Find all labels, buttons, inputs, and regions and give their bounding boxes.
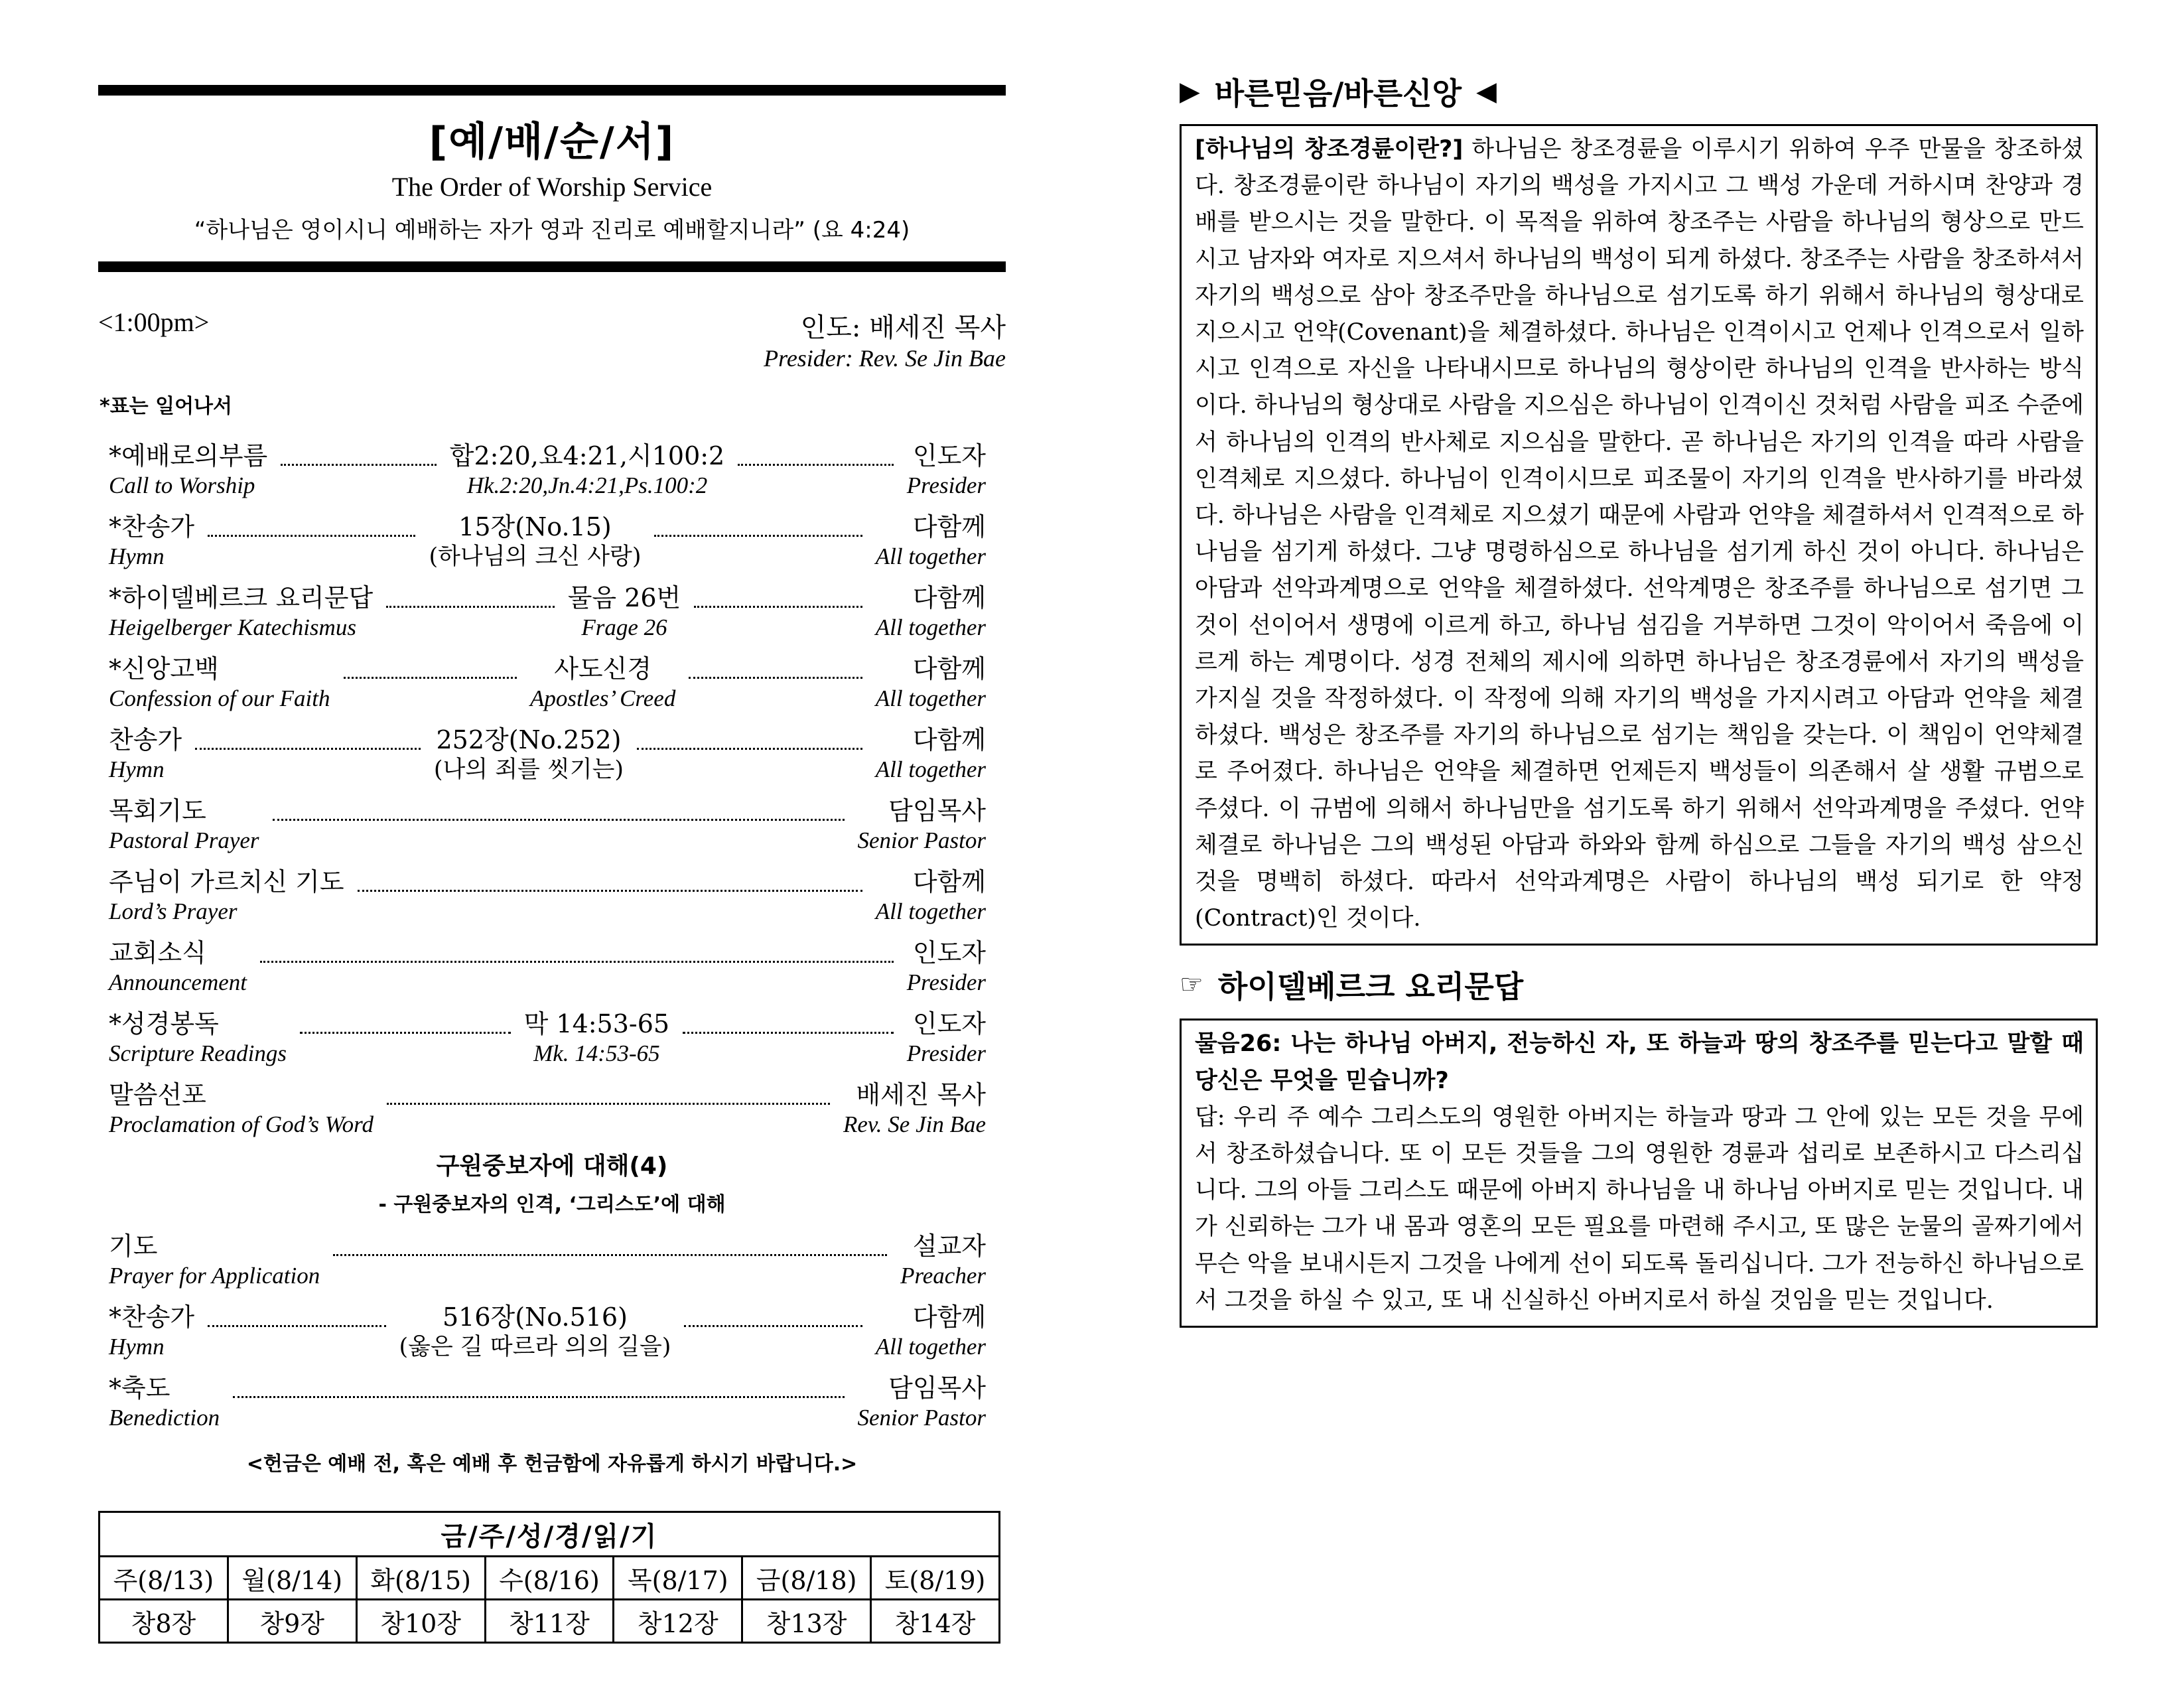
page-subtitle: The Order of Worship Service	[391, 172, 713, 202]
reading-day-cell: 토(8/19)	[871, 1557, 1000, 1600]
order-item	[98, 1289, 1006, 1360]
reading-day-cell: 수(8/16)	[485, 1557, 614, 1600]
time-presider-row	[98, 307, 1006, 372]
item-detail-korean: 252장(No.252)	[436, 725, 622, 754]
item-name-english: Heigelberger Katechismus	[109, 614, 356, 640]
offering-note: <헌금은 예배 전, 혹은 예배 후 헌금함에 자유롭게 하시기 바랍니다.>	[246, 1452, 858, 1476]
triangle-left-icon: ◀	[1476, 76, 1497, 107]
item-leader-korean: 배세진 목사	[856, 1080, 986, 1109]
item-name-english: Confession of our Faith	[109, 685, 330, 711]
presider-english: Presider: Rev. Se Jin Bae	[764, 345, 1006, 372]
item-name-english: Benediction	[109, 1405, 220, 1431]
top-rule	[98, 85, 1006, 96]
dotted-leader	[300, 1032, 511, 1034]
item-name	[98, 439, 267, 499]
item-detail-korean: 물음 26번	[567, 583, 681, 612]
item-leader	[876, 581, 1006, 641]
item-name-english: Lord’s Prayer	[109, 898, 238, 924]
item-name-english: Hymn	[109, 756, 165, 782]
dotted-leader	[386, 606, 555, 608]
reading-chapter-cell: 창8장	[100, 1600, 228, 1643]
reading-chapter-cell: 창14장	[871, 1600, 1000, 1643]
reading-chapter-cell: 창13장	[742, 1600, 871, 1643]
item-name	[98, 936, 247, 996]
item-detail-korean: 막 14:53-65	[523, 1009, 670, 1038]
order-items-after-sermon	[98, 1218, 1006, 1431]
triangle-right-icon: ▶	[1180, 76, 1200, 107]
order-item	[98, 925, 1006, 996]
section1-box	[1180, 124, 2098, 946]
item-name-korean: 교회소식	[109, 938, 206, 967]
item-detail-english: (하나님의 크신 사랑)	[429, 543, 642, 570]
item-name-korean: *성경봉독	[109, 1009, 219, 1038]
dotted-leader	[689, 677, 862, 679]
item-name	[98, 865, 344, 925]
item-leader-english: Presider	[906, 472, 986, 498]
item-name	[98, 510, 194, 570]
item-name	[98, 794, 259, 854]
reading-chapter-cell: 창12장	[614, 1600, 742, 1643]
section1-heading: [하나님의 창조경륜이란?]	[1195, 136, 1464, 163]
dotted-leader	[684, 1325, 862, 1327]
item-leader-english: Preacher	[900, 1263, 986, 1289]
order-item	[98, 1218, 1006, 1289]
item-leader-korean: 다함께	[912, 867, 986, 896]
order-item	[98, 996, 1006, 1067]
item-name-english: Announcement	[109, 969, 247, 995]
stand-note: *표는 일어나서	[100, 395, 233, 418]
item-leader-english: All together	[875, 1334, 987, 1360]
item-name-korean: 목회기도	[109, 796, 206, 825]
item-leader-english: Senior Pastor	[857, 1405, 986, 1431]
item-detail	[530, 652, 675, 712]
item-detail-english: Mk. 14:53-65	[533, 1040, 660, 1066]
item-detail-korean: 사도신경	[554, 654, 652, 683]
reading-day-cell: 목(8/17)	[614, 1557, 742, 1600]
item-leader-korean: 다함께	[912, 654, 986, 683]
item-name-korean: 기도	[109, 1232, 158, 1261]
item-leader	[907, 1007, 1006, 1067]
section2-box	[1180, 1019, 2098, 1328]
order-item	[98, 1360, 1006, 1431]
order-item	[98, 570, 1006, 641]
dotted-leader	[387, 1103, 830, 1105]
item-leader	[907, 936, 1006, 996]
order-item	[98, 1067, 1006, 1138]
item-leader	[876, 723, 1006, 783]
reading-day-cell: 월(8/14)	[228, 1557, 356, 1600]
order-item	[98, 428, 1006, 499]
dotted-leader	[333, 1254, 887, 1256]
item-name-korean: 주님이 가르치신 기도	[109, 867, 344, 896]
dotted-leader	[208, 535, 415, 537]
item-detail	[524, 1007, 670, 1067]
item-detail	[399, 1301, 671, 1360]
item-name	[98, 1078, 374, 1138]
section1-header	[1180, 70, 2098, 113]
item-leader-korean: 인도자	[912, 938, 986, 967]
item-name-english: Hymn	[109, 543, 165, 569]
item-leader-korean: 다함께	[912, 512, 987, 541]
item-leader-english: Senior Pastor	[857, 827, 986, 853]
reading-day-cell: 금(8/18)	[742, 1557, 871, 1600]
presider-info	[764, 307, 1006, 372]
reading-day-cell: 화(8/15)	[356, 1557, 485, 1600]
item-name-english: Scripture Readings	[109, 1040, 287, 1066]
item-name-english: Call to Worship	[109, 472, 255, 498]
item-name-english: Pastoral Prayer	[109, 827, 259, 853]
item-name-english: Hymn	[109, 1334, 165, 1360]
item-leader-english: All together	[875, 898, 986, 924]
catechism-answer: 답: 우리 주 예수 그리스도의 영원한 아버지는 하늘과 땅과 그 안에 있는 모든 것을 무에서 창조하셨습니다. 또 이 모든 것들을 그의 영원한 경륜과 섭리로 보존하시고 다스리십니다. 그의 아들 그리스도 때문에 아버지 하나님을 내 하나님 아버지로 믿는 것입니다. 내가 신뢰하는 그가 내 몸과 영혼의 모든 필요를 마련해 주시고, 또 많은 눈물의 골짜기에서 무슨 악을 보내시든지 그것을 나에게 선이 되도록 돌리십니다. 그가 전능하신 하나님으로서 그것을 하실 수 있고, 또 내 신실하신 아버지로서 하실 것임을 믿는 것입니다.	[1195, 1103, 2084, 1314]
item-detail-english: Hk.2:20,Jn.4:21,Ps.100:2	[466, 472, 708, 498]
item-name-korean: *하이델베르크 요리문답	[109, 583, 374, 612]
dotted-leader	[694, 606, 862, 608]
order-item	[98, 783, 1006, 854]
dotted-leader	[637, 748, 862, 750]
item-leader	[843, 1078, 1006, 1138]
dotted-leader	[195, 748, 421, 750]
item-leader	[876, 652, 1006, 712]
order-item	[98, 641, 1006, 712]
item-leader-english: All together	[875, 543, 987, 569]
item-leader-english: All together	[875, 756, 987, 782]
service-time: <1:00pm>	[98, 307, 210, 337]
catechism-question: 물음26: 나는 하나님 아버지, 전능하신 자, 또 하늘과 땅의 창조주를 믿는다고 말할 때 당신은 무엇을 믿습니까?	[1195, 1030, 2084, 1094]
dotted-leader	[273, 819, 845, 821]
item-detail	[568, 581, 681, 641]
item-leader-english: All together	[875, 685, 986, 711]
item-name-korean: 찬송가	[109, 725, 182, 754]
item-leader-korean: 설교자	[912, 1232, 986, 1261]
item-leader-english: Presider	[906, 969, 986, 995]
sermon-subtitle: - 구원중보자의 인격, ‘그리스도’에 대해	[378, 1193, 726, 1216]
section1-body: 하나님은 창조경륜을 이루시기 위하여 우주 만물을 창조하셨다. 창조경륜이란 하나님이 자기의 백성을 가지시고 그 백성 가운데 거하시며 찬양과 경배를 받으시는 것을 말한다. 이 목적을 위하여 창조주는 사람을 하나님의 형상으로 만드시고 남자와 여자로 지으셔서 하나님의 백성이 되게 하셨다. 창조주는 사람을 창조하셔서 자기의 백성으로 삼아 창조주만을 하나님으로 섬기도록 하기 위해서 하나님의 형상대로 지으시고 언약(Covenant)을 체결하셨다. 하나님은 인격이시고 언제나 인격으로서 일하시고 인격으로 자신을 나타내시므로 하나님의 형상이란 하나님의 인격을 반사하는 방식이다. 하나님의 형상대로 사람을 지으심은 하나님이 인격이신 것처럼 사람을 피조 수준에서 하나님의 인격의 반사체로 지으심을 말한다. 곧 하나님은 자기의 인격을 따라 사람을 인격체로 지으셨다. 하나님이 인격이시므로 피조물이 자기의 인격을 반사하기를 바라셨다. 하나님은 사람을 인격체로 지으셨기 때문에 사람과 언약을 체결하셔서 인격적으로 하나님을 섬기게 하셨다. 그냥 명령하심으로 하나님을 섬기게 하신 것이 아니다. 하나님은 아담과 선악과계명으로 언약을 체결하셨다. 선악계명은 창조주를 하나님으로 섬기면 그것이 선이어서 생명에 이르게 하고, 하나님 섬김을 거부하면 그것이 악이어서 죽음에 이르게 하는 계명이다. 성경 전체의 제시에 의하면 하나님은 창조경륜에서 자기의 백성을 가지실 것을 작정하셨다. 이 작정에 의해 자기의 백성을 가지시려고 아담과 언약을 체결하셨다. 백성은 창조주를 자기의 하나님으로 섬기는 책임을 갖는다. 이 책임이 언약체결로 주어졌다. 하나님은 언약을 체결하면 언제든지 백성들이 의존해서 살 생활 규범으로 주셨다. 이 규범에 의해서 하나님만을 섬기도록 하기 위해서 선악과계명을 주셨다. 언약체결로 하나님은 그의 백성된 아담과 하와와 함께 하심으로 그들을 자기의 백성 삼으신 것을 명백히 하셨다. 따라서 선악과계명은 사람이 하나님의 백성 되기로 한 약정(Contract)인 것이다.	[1195, 136, 2084, 932]
item-leader-korean: 인도자	[912, 441, 986, 470]
reading-days-row	[100, 1557, 1000, 1600]
section2-title: 하이델베르크 요리문답	[1217, 969, 1524, 1005]
dotted-leader	[358, 890, 862, 892]
worship-order-column	[98, 85, 1006, 1644]
item-detail-english: Frage 26	[581, 614, 667, 640]
item-leader	[876, 865, 1006, 925]
item-name-korean: *신앙고백	[109, 654, 219, 683]
dotted-leader	[208, 1325, 385, 1327]
item-leader	[876, 510, 1006, 570]
item-name-english: Prayer for Application	[109, 1263, 320, 1289]
dotted-leader	[260, 961, 894, 963]
item-leader-korean: 다함께	[912, 583, 987, 612]
order-item	[98, 854, 1006, 925]
reading-table-title: 금/주/성/경/읽/기	[100, 1512, 1000, 1557]
reading-day-cell: 주(8/13)	[100, 1557, 228, 1600]
item-leader-korean: 담임목사	[888, 796, 986, 825]
pointing-hand-icon: ☞	[1180, 969, 1203, 1001]
item-detail-english: (옳은 길 따르라 의의 길을)	[399, 1334, 671, 1360]
item-name-korean: *축도	[109, 1374, 171, 1403]
dotted-leader	[738, 464, 894, 466]
item-leader	[858, 794, 1006, 854]
weekly-reading-table	[98, 1511, 1000, 1644]
item-detail-english: (나의 죄를 씻기는)	[433, 756, 624, 783]
item-name	[98, 723, 182, 783]
item-detail-korean: 합2:20,요4:21,시100:2	[449, 441, 725, 470]
item-leader	[907, 439, 1006, 499]
presider-korean: 인도: 배세진 목사	[800, 313, 1006, 343]
item-name	[98, 1372, 220, 1431]
reading-chapters-row	[100, 1600, 1000, 1643]
item-name	[98, 1301, 194, 1360]
item-name-korean: 말씀선포	[109, 1080, 206, 1109]
item-leader	[858, 1372, 1006, 1431]
item-name	[98, 581, 373, 641]
order-items	[98, 428, 1006, 1138]
reading-chapter-cell: 창11장	[485, 1600, 614, 1643]
item-name-korean: *찬송가	[109, 1303, 195, 1332]
item-leader-english: All together	[875, 614, 987, 640]
item-name-korean: *예배로의부름	[109, 441, 268, 470]
scripture-verse: “하나님은 영이시니 예배하는 자가 영과 진리로 예배할지니라” (요 4:24)	[194, 217, 910, 244]
reading-chapter-cell: 창10장	[356, 1600, 485, 1643]
dotted-leader	[344, 677, 517, 679]
item-leader-korean: 다함께	[912, 1303, 987, 1332]
item-detail	[434, 723, 624, 783]
item-leader	[900, 1230, 1006, 1289]
sermon-title: 구원중보자에 대해(4)	[436, 1153, 668, 1180]
dotted-leader	[654, 535, 862, 537]
item-name	[98, 1230, 320, 1289]
page-title: [예/배/순/서]	[429, 119, 675, 165]
item-leader-english: Rev. Se Jin Bae	[843, 1111, 986, 1137]
item-leader-korean: 인도자	[912, 1009, 986, 1038]
articles-column	[1180, 70, 2098, 1328]
item-detail-english: Apostles’ Creed	[529, 685, 676, 711]
item-name	[98, 1007, 287, 1067]
dotted-leader	[683, 1032, 894, 1034]
item-leader-korean: 담임목사	[888, 1374, 986, 1403]
section1-title: 바른믿음/바른신앙	[1214, 76, 1462, 111]
order-item	[98, 499, 1006, 570]
order-item	[98, 712, 1006, 783]
item-leader-english: Presider	[906, 1040, 986, 1066]
item-name-korean: *찬송가	[109, 512, 195, 541]
dotted-leader	[281, 464, 437, 466]
item-name	[98, 652, 330, 712]
item-detail-korean: 15장(No.15)	[458, 512, 612, 541]
dotted-leader	[233, 1396, 844, 1398]
item-name-english: Proclamation of God’s Word	[109, 1111, 374, 1137]
item-detail	[429, 510, 641, 570]
item-leader	[876, 1301, 1006, 1360]
reading-chapter-cell: 창9장	[228, 1600, 356, 1643]
item-detail	[450, 439, 724, 499]
item-detail-korean: 516장(No.516)	[442, 1303, 628, 1332]
item-leader-korean: 다함께	[912, 725, 987, 754]
section2-header	[1180, 963, 2098, 1007]
bottom-rule	[98, 261, 1006, 272]
